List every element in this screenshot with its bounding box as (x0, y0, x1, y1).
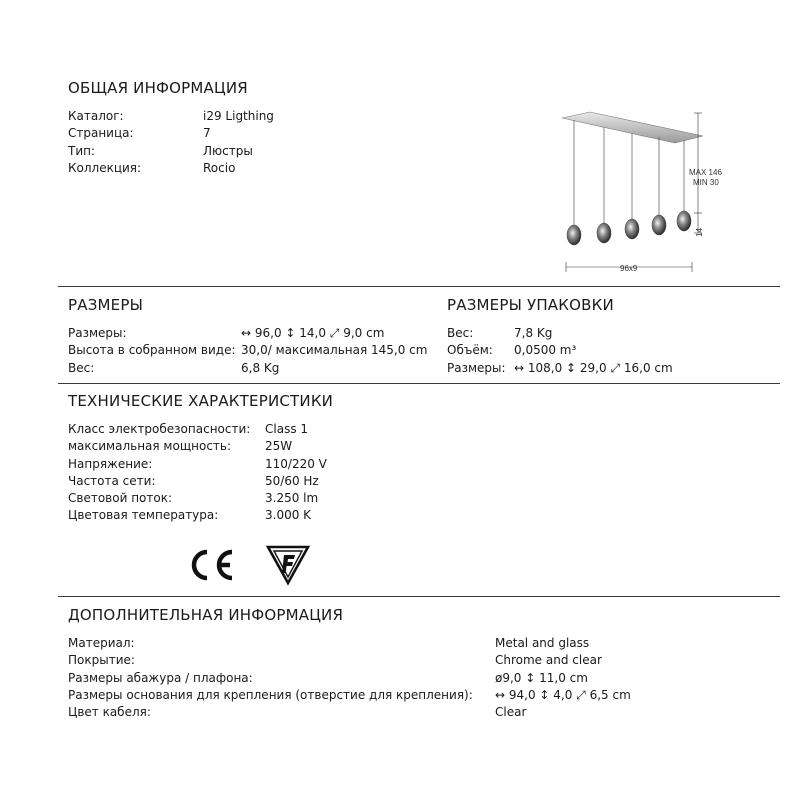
ce-mark-icon (186, 546, 236, 584)
pendant-shades (567, 211, 691, 245)
additional-row-base-size (68, 687, 631, 704)
assembled-height-label: Высота в собранном виде: (68, 343, 236, 358)
min-height-label: MIN 30 (693, 178, 719, 187)
safety-class-value: Class 1 (265, 422, 309, 436)
packaging-volume-value: 0,0500 m³ (514, 343, 577, 358)
divider-2 (58, 383, 780, 384)
max-power-value: 25W (265, 439, 293, 454)
cable-color-value: Clear (495, 705, 527, 720)
packaging-size-label: Размеры: (447, 360, 506, 375)
packaging-weight-value: 7,8 Kg (514, 326, 553, 340)
luminous-flux-label: Световой поток: (68, 491, 173, 506)
cable-color-label: Цвет кабеля: (68, 705, 151, 720)
dimensions-list (68, 325, 427, 377)
dimensions-heading: РАЗМЕРЫ (68, 296, 144, 314)
general-row-page (68, 125, 274, 142)
catalog-value: i29 Ligthing (203, 109, 274, 123)
packaging-heading: РАЗМЕРЫ УПАКОВКИ (447, 296, 614, 314)
luminous-flux-value: 3.250 lm (265, 491, 319, 506)
packaging-row-size (447, 360, 673, 377)
general-row-catalog (68, 108, 274, 125)
technical-row-class (68, 421, 327, 438)
general-info-list (68, 108, 274, 177)
additional-list (68, 635, 631, 721)
packaging-row-weight (447, 325, 673, 342)
base-size-label: Размеры основания для крепления (отверстие для крепления): (68, 687, 473, 702)
technical-row-voltage (68, 456, 327, 473)
packaging-row-volume (447, 342, 673, 359)
page-value: 7 (203, 126, 211, 141)
voltage-label: Напряжение: (68, 456, 153, 471)
collection-value: Rocio (203, 160, 236, 175)
technical-row-flux (68, 490, 327, 507)
base-size-value: ↔ 94,0 ↕ 4,0 ⤢ 6,5 cm (495, 687, 631, 702)
technical-row-frequency (68, 473, 327, 490)
packaging-volume-label: Объём: (447, 343, 493, 358)
ceiling-bar (562, 112, 703, 143)
frequency-label: Частота сети: (68, 473, 156, 488)
finish-label: Покрытие: (68, 653, 135, 668)
page-label: Страница: (68, 126, 134, 141)
technical-list (68, 421, 327, 525)
max-height-label: MAX 146 (689, 168, 722, 177)
product-dimension-drawing (560, 105, 722, 275)
shade-size-label: Размеры абажура / плафона: (68, 670, 253, 685)
packaging-list (447, 325, 673, 377)
width-label: 96x9 (620, 264, 638, 273)
general-row-type (68, 143, 274, 160)
material-label: Материал: (68, 636, 135, 650)
catalog-label: Каталог: (68, 109, 124, 123)
f-mark-icon (265, 544, 311, 586)
type-value: Люстры (203, 143, 253, 158)
size-label: Размеры: (68, 326, 127, 340)
safety-class-label: Класс электробезопасности: (68, 422, 251, 436)
general-row-collection (68, 160, 274, 177)
color-temperature-value: 3.000 K (265, 508, 312, 523)
material-value: Metal and glass (495, 636, 590, 650)
divider-3 (58, 596, 780, 597)
weight-value: 6,8 Kg (241, 360, 280, 375)
packaging-size-value: ↔ 108,0 ↕ 29,0 ⤢ 16,0 cm (514, 360, 673, 375)
technical-heading: ТЕХНИЧЕСКИЕ ХАРАКТЕРИСТИКИ (68, 392, 334, 410)
general-info-heading: ОБЩАЯ ИНФОРМАЦИЯ (68, 79, 248, 97)
dimensions-row-size (68, 325, 427, 342)
dimensions-row-height (68, 342, 427, 359)
additional-heading: ДОПОЛНИТЕЛЬНАЯ ИНФОРМАЦИЯ (68, 606, 344, 624)
shade-height-label: 14 (695, 228, 704, 237)
voltage-value: 110/220 V (265, 456, 327, 471)
size-value: ↔ 96,0 ↕ 14,0 ⤢ 9,0 cm (241, 326, 385, 340)
type-label: Тип: (68, 143, 96, 158)
technical-row-power (68, 438, 327, 455)
dimensions-row-weight (68, 360, 427, 377)
weight-label: Вес: (68, 360, 95, 375)
technical-row-temperature (68, 507, 327, 524)
shade-size-value: ø9,0 ↕ 11,0 cm (495, 670, 588, 685)
finish-value: Chrome and clear (495, 653, 602, 668)
max-power-label: максимальная мощность: (68, 439, 232, 454)
frequency-value: 50/60 Hz (265, 473, 319, 488)
additional-row-cable-color (68, 704, 631, 721)
packaging-weight-label: Вес: (447, 326, 474, 340)
collection-label: Коллекция: (68, 160, 142, 175)
additional-row-shade-size (68, 670, 631, 687)
divider-1 (58, 286, 780, 287)
color-temperature-label: Цветовая температура: (68, 508, 219, 523)
additional-row-finish (68, 652, 631, 669)
additional-row-material (68, 635, 631, 652)
assembled-height-value: 30,0/ максимальная 145,0 cm (241, 343, 428, 358)
